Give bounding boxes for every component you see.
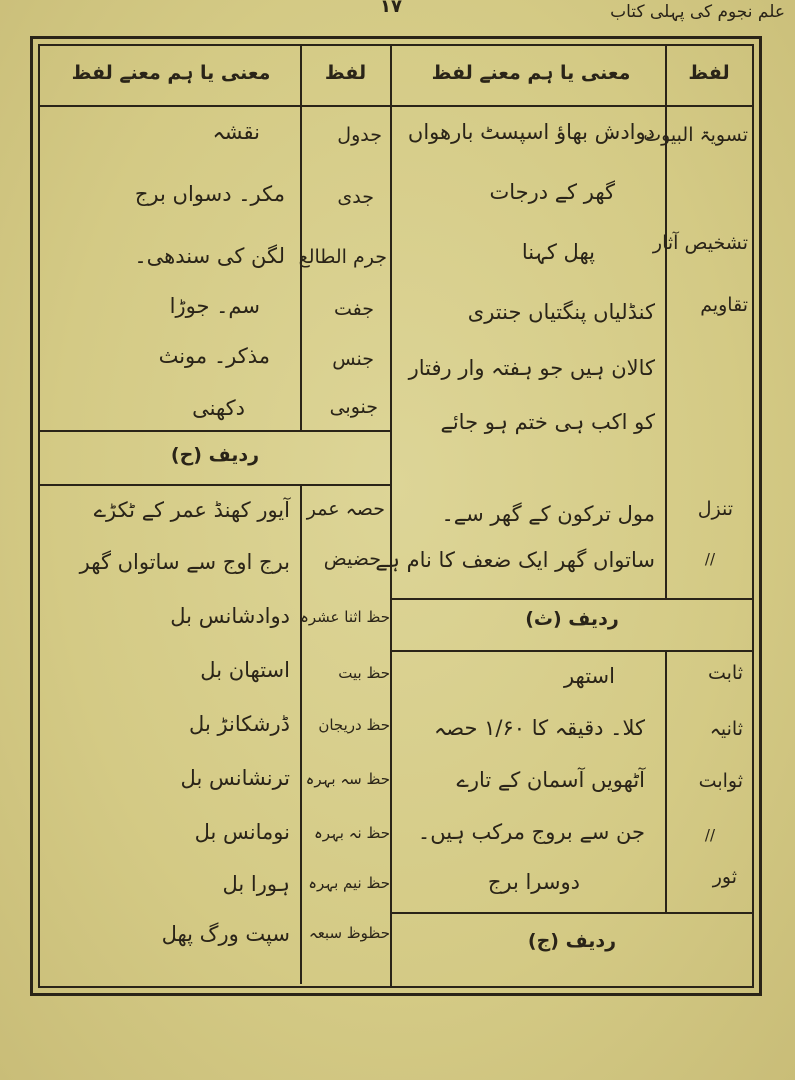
- meaning-line: دوادش بھاؤ اسپسٹ بارھواں: [407, 120, 655, 144]
- word-jadi: جدی: [337, 186, 374, 208]
- meaning-line: مول ترکون کے گھر سے۔: [441, 502, 655, 526]
- word-junubi: جنوبی: [329, 396, 378, 418]
- meaning-line: ڈرشکانڑ بل: [189, 712, 290, 736]
- meaning-line: نقشہ: [212, 120, 260, 144]
- word-juft: جفت: [333, 298, 374, 320]
- word-saniya: ثانیہ: [709, 718, 743, 740]
- meaning-line: سم۔ جوڑا: [169, 294, 260, 318]
- meaning-line: لگن کی سندھی۔: [134, 244, 285, 268]
- meaning-line: پھل کہنا: [521, 240, 595, 264]
- word-hazeez: حضیض: [323, 548, 381, 570]
- header-word-right: لفظ: [688, 62, 730, 84]
- meaning-line: نومانس بل: [194, 820, 290, 844]
- word-jirm: جرم الطالع: [298, 246, 387, 268]
- word-sawabit: ثوابت: [698, 770, 743, 792]
- meaning-line: کو اکب ہی ختم ہو جائے: [440, 410, 655, 434]
- meaning-line: جن سے بروج مرکب ہیں۔: [417, 820, 645, 844]
- page-number: ۱۷: [380, 0, 402, 17]
- section-she-bottom: [392, 650, 752, 652]
- word-taqawim: تقاویم: [700, 294, 748, 316]
- word-hazz-isna: حظ اثنا عشرہ: [300, 608, 390, 626]
- word-taswiya: تسویۃ البیوت: [643, 124, 748, 146]
- meaning-line: ساتواں گھر ایک ضعف کا نام ہے: [375, 548, 655, 572]
- header-meaning-right: معنی یا ہم معنے لفظ: [431, 62, 631, 84]
- word-hazz-bait: حظ بیت: [338, 664, 390, 682]
- section-hay-bottom: [40, 484, 390, 486]
- meaning-line: کنڈلیاں پنگتیاں جنتری: [467, 300, 655, 324]
- word-hazz-neem: حظ نیم بہرہ: [308, 874, 390, 892]
- header-divider: [40, 105, 752, 107]
- meaning-line: کلا۔ دقیقہ کا ۱/۶۰ حصہ: [433, 716, 645, 740]
- ditto-mark: //: [704, 826, 715, 844]
- word-hazz-noh: حظ نہ بہرہ: [313, 824, 390, 842]
- word-jadwal: جدول: [337, 124, 382, 146]
- meaning-line: آیور کھنڈ عمر کے ٹکڑے: [93, 498, 290, 522]
- word-sabit: ثابت: [707, 662, 743, 684]
- meaning-line: دوادشانس بل: [170, 604, 290, 628]
- word-saur: ثور: [712, 866, 737, 888]
- ditto-mark: //: [704, 550, 715, 568]
- meaning-line: ہورا بل: [222, 872, 290, 896]
- header-word-left: لفظ: [324, 62, 367, 84]
- section-hay-title: ردیف (ح): [170, 444, 260, 466]
- word-tashkhis: تشخیص آثار: [652, 232, 748, 254]
- meaning-line: دکھنی: [192, 396, 245, 420]
- meaning-line: کالان ہیں جو ہفتہ وار رفتار: [408, 356, 655, 380]
- left-lower-col-divider: [300, 484, 302, 984]
- section-hay-top: [40, 430, 390, 432]
- book-title: علم نجوم کی پہلی کتاب: [610, 2, 785, 22]
- meaning-line: استھر: [563, 664, 615, 688]
- meaning-line: مذکر۔ مونث: [158, 344, 270, 368]
- word-huzuz-saba: حظوظ سبعہ: [308, 924, 390, 942]
- meaning-line: آٹھویں آسمان کے تارے: [456, 768, 645, 792]
- section-she-top: [392, 598, 752, 600]
- meaning-line: ترنشانس بل: [180, 766, 290, 790]
- section-jeem-title: ردیف (ج): [527, 930, 617, 952]
- right-lower-col-divider: [665, 650, 667, 912]
- left-upper-col-divider: [300, 46, 302, 430]
- word-hazz-seh: حظ سہ بہرہ: [305, 770, 390, 788]
- meaning-line: گھر کے درجات: [489, 180, 615, 204]
- meaning-line: مکر۔ دسواں برج: [134, 182, 285, 206]
- center-divider: [390, 44, 392, 986]
- word-jins: جنس: [332, 348, 374, 370]
- word-hazz-darijan: حظ دریجان: [318, 716, 390, 734]
- section-she-title: ردیف (ث): [525, 608, 619, 630]
- word-tanazzul: تنزل: [697, 498, 733, 520]
- word-hissa-umr: حصہ عمر: [306, 498, 385, 520]
- meaning-line: دوسرا برج: [487, 870, 580, 894]
- section-jeem-top: [392, 912, 752, 914]
- meaning-line: استھان بل: [200, 658, 290, 682]
- meaning-line: سپت ورگ پھل: [161, 922, 290, 946]
- header-meaning-left: معنی یا ہم معنے لفظ: [71, 62, 271, 84]
- meaning-line: برج اوج سے ساتواں گھر: [79, 550, 290, 574]
